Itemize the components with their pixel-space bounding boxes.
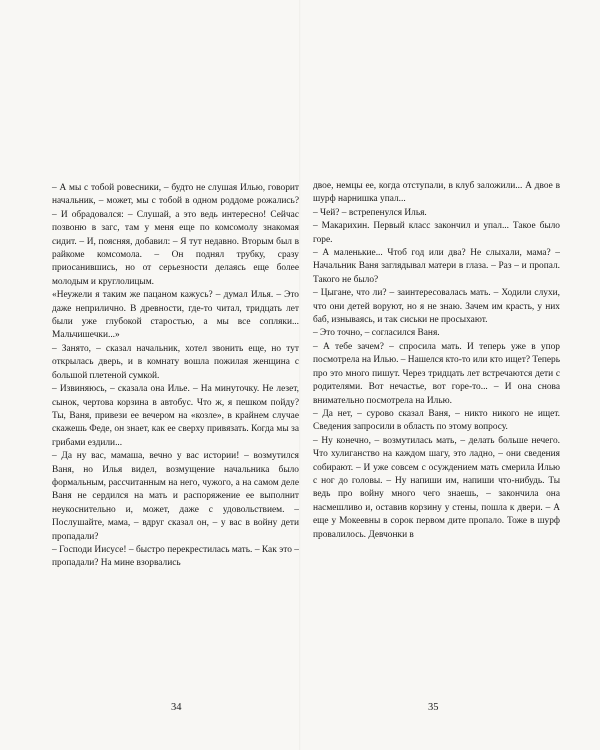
right-paragraph-6: – Это точно, – согласился Ваня. <box>313 328 440 339</box>
right-paragraph-1: двое, немцы ее, когда отступали, в клуб заложили... А двое в шурф нарнишка упал... <box>313 181 560 205</box>
right-paragraph-2: – Чей? – встрепенулся Илья. <box>313 207 427 218</box>
left-paragraph-5: – Да ну вас, мамаша, вечно у вас истории! – возмутился Ваня, но Илья видел, возмущение начальника было формальным, рассчитанным на него, чужого, а на самом деле Ваня не сердился на мать и распоряжение ее выполнит неукоснительно и, может, даже с удовольствием. – Послушайте, мама, – вдруг сказал он, – у вас в войну дети пропадали? <box>52 451 299 542</box>
book-gutter <box>299 0 301 750</box>
left-paragraph-4: – Извиняюсь, – сказала она Илье. – На минуточку. Не лезет, сынок, чертова корзина в автобус. Что ж, я пешком пойду? Ты, Ваня, привези ее вечером на «козле», в крайнем случае скажешь Феде, он знает, как ее сверху привязать. Когда мы за грибами ездили... <box>52 384 299 448</box>
right-paragraph-8: – Да нет, – сурово сказал Ваня, – никто никого не ищет. Сведения запросили в область по этому вопросу. <box>313 408 560 433</box>
right-paragraph-7: – А тебе зачем? – спросила мать. И теперь уже в упор посмотрела на Илью. – Нашелся кто-то или кто ищет? Теперь про это много пишут. Через тридцать лет встречаются дети с родителями. Вот нечастье, вот горе-то... – И она снова внимательно посмотрела на Илью. <box>313 341 560 406</box>
left-paragraph-2: «Неужели я таким же пацаном кажусь? – думал Илья. – Это даже неприлично. В древности, где-то читал, тридцать лет были уже глубокой старостью, а мы все сопляки... Мальчишечки...» <box>52 290 299 341</box>
left-page-number: 34 <box>171 702 182 713</box>
left-page-text <box>52 182 299 571</box>
right-page-text <box>313 180 560 542</box>
right-paragraph-4: – А маленькие... Чтоб год или два? Не слыхали, мама? – Начальник Ваня заглядывал матери в глаза. – Раз – и пропал. Такого не было? <box>313 248 560 285</box>
right-page-number: 35 <box>428 702 439 713</box>
right-paragraph-5: – Цыгане, что ли? – заинтересовалась мать. – Ходили слухи, что они детей воруют, но я не знаю. Зачем им красть, у них баб, изнываясь, и так сиськи не просыхают. <box>313 288 560 326</box>
left-paragraph-1: – А мы с тобой ровесники, – будто не слушая Илью, говорит начальник, – может, мы с тобой в одном роддоме рожались? – И обрадовался: – Слушай, а это ведь интересно! Сейчас позвоню в загс, там у меня еще по комсомолу знакомая сидит. – И, поясняя, добавил: – Я тут недавно. Вторым был в райкоме комсомола. – Он поднял трубку, сразу приосанившись, но от серьезности делаясь еще более молодым и круглолицым. <box>52 183 299 287</box>
right-paragraph-3: – Макарихин. Первый класс закончил и упал... Такое было горе. <box>313 221 560 245</box>
left-paragraph-6: – Господи Иисусе! – быстро перекрестилась мать. – Как это – пропадали? На мине взорвались <box>52 544 299 569</box>
left-paragraph-3: – Занято, – сказал начальник, хотел звонить еще, но тут открылась дверь, и в комнату вошла пожилая женщина с большой плетеной сумкой. <box>52 343 299 381</box>
right-paragraph-9: – Ну конечно, – возмутилась мать, – делать больше нечего. Что хулиганство на каждом шагу, это ладно, – они сведения собирают. – И уже совсем с осуждением мать смерила Илью с ног до головы. – Ну напиши им, напиши что-нибудь. Ты ведь про войну много чего знаешь, – закончила она насмешливо и, оставив корзину у стены, пошла к двери. – А еще у Мокеевны в сорок первом дите пропало. Тоже в шурф провалилось. Девчонки в <box>313 435 560 540</box>
